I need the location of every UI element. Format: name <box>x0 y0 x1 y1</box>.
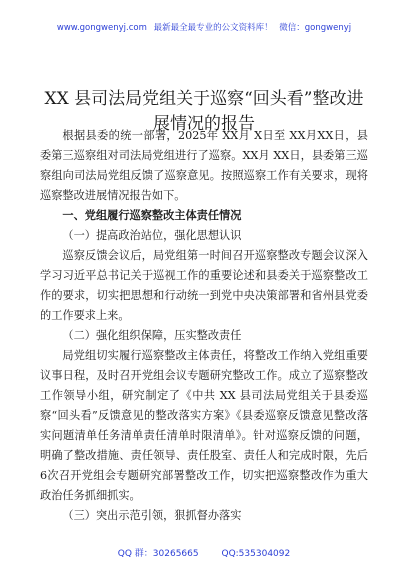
footer-qq-group: QQ 群：30265665 <box>117 549 199 559</box>
subsection-heading: （一）提高政治站位，强化思想认识 <box>62 229 242 242</box>
header-slogan: 最新最全最专业的公文资料库！ <box>153 23 273 33</box>
subsection-heading: （三）突出示范引领，狠抓督办落实 <box>62 509 242 522</box>
footer-qq: QQ:535304092 <box>221 549 291 559</box>
page-footer <box>0 546 408 559</box>
page-header <box>0 21 408 33</box>
body-paragraph: 巡察反馈会议后，局党组第一时间召开巡察整改专题会议深入学习习近平总书记关于巡视工作的重要论述和县委关于巡察整改工作的要求，切实把思想和行动统一到党中央决策部署和省州县党委的工作要求上来。 <box>40 249 368 322</box>
body-paragraph: 局党组切实履行巡察整改主体责任，将整改工作纳入党组重要议事日程，及时召开党组会议专题研究整改工作。成立了巡察整改工作领导小组，研究制定了《中共 XX 县司法局党组关于县委巡察“回头看”反馈意见的整改落实方案》《县委巡察反馈意见整改落实问题清单任务清单责任清单时限清单》。针对巡察反馈的问题，明确了整改措施、责任领导、责任股室、责任人和完成时限，先后 6次召开党组会专题研究部署整改工作，切实把巡察整改作为重大政治任务抓细抓实。 <box>40 349 368 502</box>
document-body <box>40 126 368 526</box>
header-wechat: 微信：gongwenyj <box>279 23 352 33</box>
intro-paragraph: 根据县委的统一部署，2025年 XX月 X日至 XX月XX日，县委第三巡察组对司法局党组进行了巡察。XX月 XX日，县委第三巡察组向司法局党组反馈了巡察意见。按照巡察工作有关要求，现将巡察整改进展情况报告如下。 <box>40 129 368 202</box>
subsection-heading: （二）强化组织保障，压实整改责任 <box>62 329 242 342</box>
section-heading: 一、党组履行巡察整改主体责任情况 <box>62 209 242 222</box>
document-title: XX 县司法局党组关于巡察“回头看”整改进展情况的报告 <box>44 89 364 135</box>
header-url[interactable]: www.gongwenyj.com <box>56 23 147 33</box>
